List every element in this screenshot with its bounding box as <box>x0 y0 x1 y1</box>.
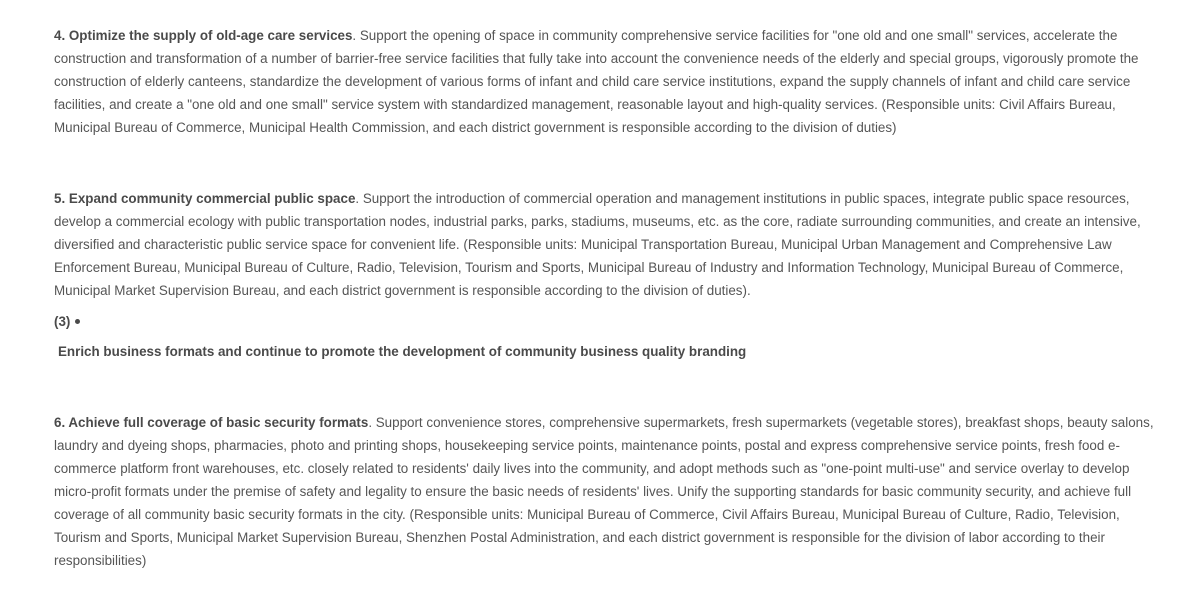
section-number: (3) <box>54 314 71 329</box>
paragraph-6 <box>54 411 1154 572</box>
paragraph-5-body: . Support the introduction of commercial operation and management institutions in public spaces, integrate public space resources, develop a commercial ecology with public transportation nodes, industrial parks, parks, stadiums, museums, etc. as the core, radiate surrounding communities, and create an intensive, diversified and characteristic public service space for convenient life. (Responsible units: Municipal Transportation Bureau, Municipal Urban Management and Comprehensive Law Enforcement Bureau, Municipal Bureau of Culture, Radio, Television, Tourism and Sports, Municipal Bureau of Industry and Information Technology, Municipal Bureau of Commerce, Municipal Market Supervision Bureau, and each district government is responsible according to the division of duties). <box>54 191 1141 298</box>
paragraph-5 <box>54 187 1154 302</box>
paragraph-4 <box>54 24 1154 139</box>
paragraph-4-title: 4. Optimize the supply of old-age care services <box>54 28 353 43</box>
section-3-heading: Enrich business formats and continue to promote the development of community business quality branding <box>58 344 747 359</box>
paragraph-6-title: 6. Achieve full coverage of basic security formats <box>54 415 369 430</box>
paragraph-5-title: 5. Expand community commercial public space <box>54 191 356 206</box>
bullet-icon <box>75 319 80 324</box>
paragraph-6-body: . Support convenience stores, comprehensive supermarkets, fresh supermarkets (vegetable stores), breakfast shops, beauty salons, laundry and dyeing shops, pharmacies, photo and printing shops, housekeeping service points, maintenance points, postal and express comprehensive service points, fresh food e-commerce platform front warehouses, etc. closely related to residents' daily lives into the community, and adopt methods such as "one-point multi-use" and service overlay to develop micro-profit formats under the premise of safety and legality to ensure the basic needs of residents' lives. Unify the supporting standards for basic community security, and achieve full coverage of all community basic security formats in the city. (Responsible units: Municipal Bureau of Commerce, Civil Affairs Bureau, Municipal Bureau of Culture, Radio, Television, Tourism and Sports, Municipal Market Supervision Bureau, Shenzhen Postal Administration, and each district government is responsible for the division of labor according to their responsibilities) <box>54 415 1154 568</box>
section-3-number <box>54 310 1154 333</box>
paragraph-4-body: . Support the opening of space in community comprehensive service facilities for "one old and one small" services, accelerate the construction and transformation of a number of barrier-free service facilities that fully take into account the convenience needs of the elderly and special groups, vigorously promote the construction of elderly canteens, standardize the development of various forms of infant and child care service institutions, expand the supply channels of infant and child care service facilities, and create a "one old and one small" service system with standardized management, reasonable layout and high-quality services. (Responsible units: Civil Affairs Bureau, Municipal Bureau of Commerce, Municipal Health Commission, and each district government is responsible according to the division of duties) <box>54 28 1139 135</box>
